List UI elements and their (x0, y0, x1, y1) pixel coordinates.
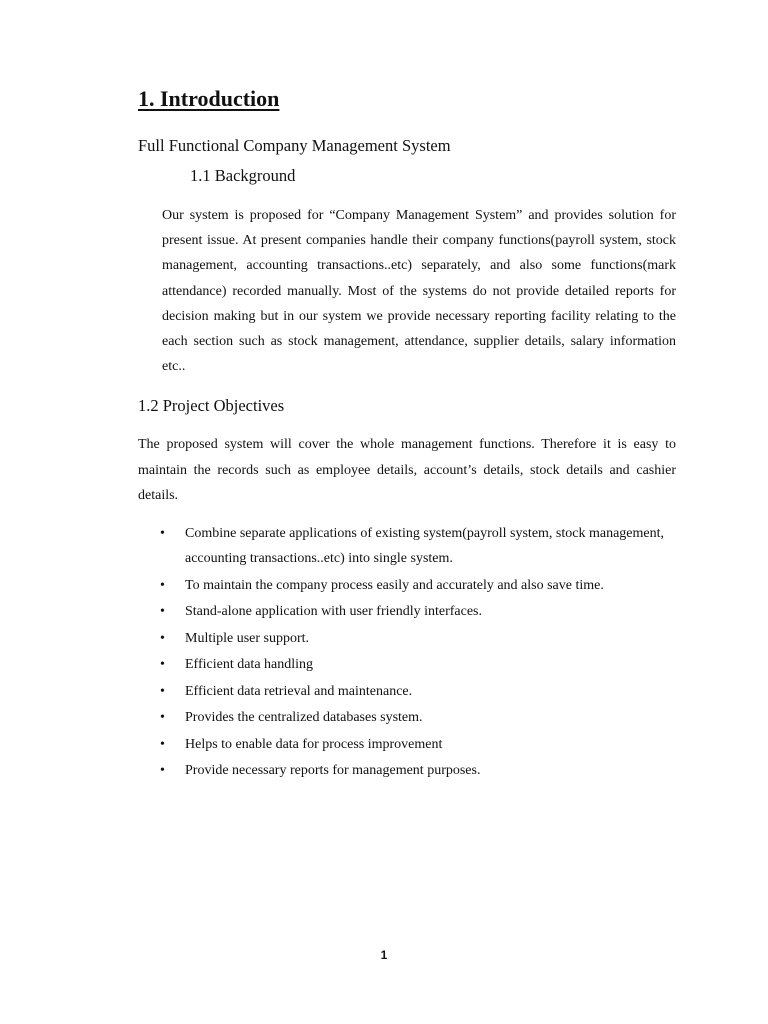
bullet-icon: • (160, 683, 165, 699)
list-item (138, 758, 676, 783)
list-item-text: Multiple user support. (185, 630, 310, 646)
list-item (138, 652, 676, 677)
list-item-text: Stand-alone application with user friendly interfaces. (185, 604, 483, 619)
list-item (138, 599, 676, 624)
document-subtitle: Full Functional Company Management System (138, 136, 451, 155)
page-title: 1. Introduction (138, 86, 280, 111)
objectives-list (138, 521, 676, 785)
page-number: 1 (380, 948, 388, 962)
list-item (138, 573, 676, 598)
list-item-text: Efficient data retrieval and maintenance. (185, 683, 413, 699)
objectives-heading: 1.2 Project Objectives (138, 396, 285, 415)
bullet-icon: • (160, 736, 165, 752)
bullet-icon: • (160, 630, 165, 646)
bullet-icon: • (160, 763, 165, 778)
bullet-icon: • (160, 604, 165, 619)
bullet-icon: • (160, 710, 165, 725)
background-heading: 1.1 Background (190, 166, 296, 185)
list-item-text: Provide necessary reports for management purposes. (185, 763, 481, 778)
list-item (138, 626, 676, 651)
bullet-icon: • (160, 657, 165, 672)
bullet-icon: • (160, 526, 165, 541)
list-item (138, 679, 676, 704)
objectives-paragraph: The proposed system will cover the whole management functions. Therefore it is easy to maintain the records such as employee details, account’s details, stock details and cashier details. (138, 437, 676, 503)
bullet-icon: • (160, 577, 165, 593)
list-item-text: Combine separate applications of existing system(payroll system, stock management, accounting transactions..etc) into single system. (185, 526, 665, 566)
list-item (138, 705, 676, 730)
list-item-text: Helps to enable data for process improvement (185, 736, 443, 752)
list-item-text: Provides the centralized databases system. (185, 710, 423, 725)
list-item-text: Efficient data handling (185, 657, 314, 672)
list-item (138, 732, 676, 757)
list-item (138, 521, 676, 571)
list-item-text: To maintain the company process easily and accurately and also save time. (185, 577, 604, 593)
background-paragraph: Our system is proposed for “Company Management System” and provides solution for present issue. At present companies handle their company functions(payroll system, stock management, accounting transactions..etc) separately, and also some functions(mark attendance) recorded manually. Most of the systems do not provide detailed reports for decision making but in our system we provide necessary reporting facility relating to the each section such as stock management, attendance, supplier details, salary information etc.. (162, 208, 676, 375)
